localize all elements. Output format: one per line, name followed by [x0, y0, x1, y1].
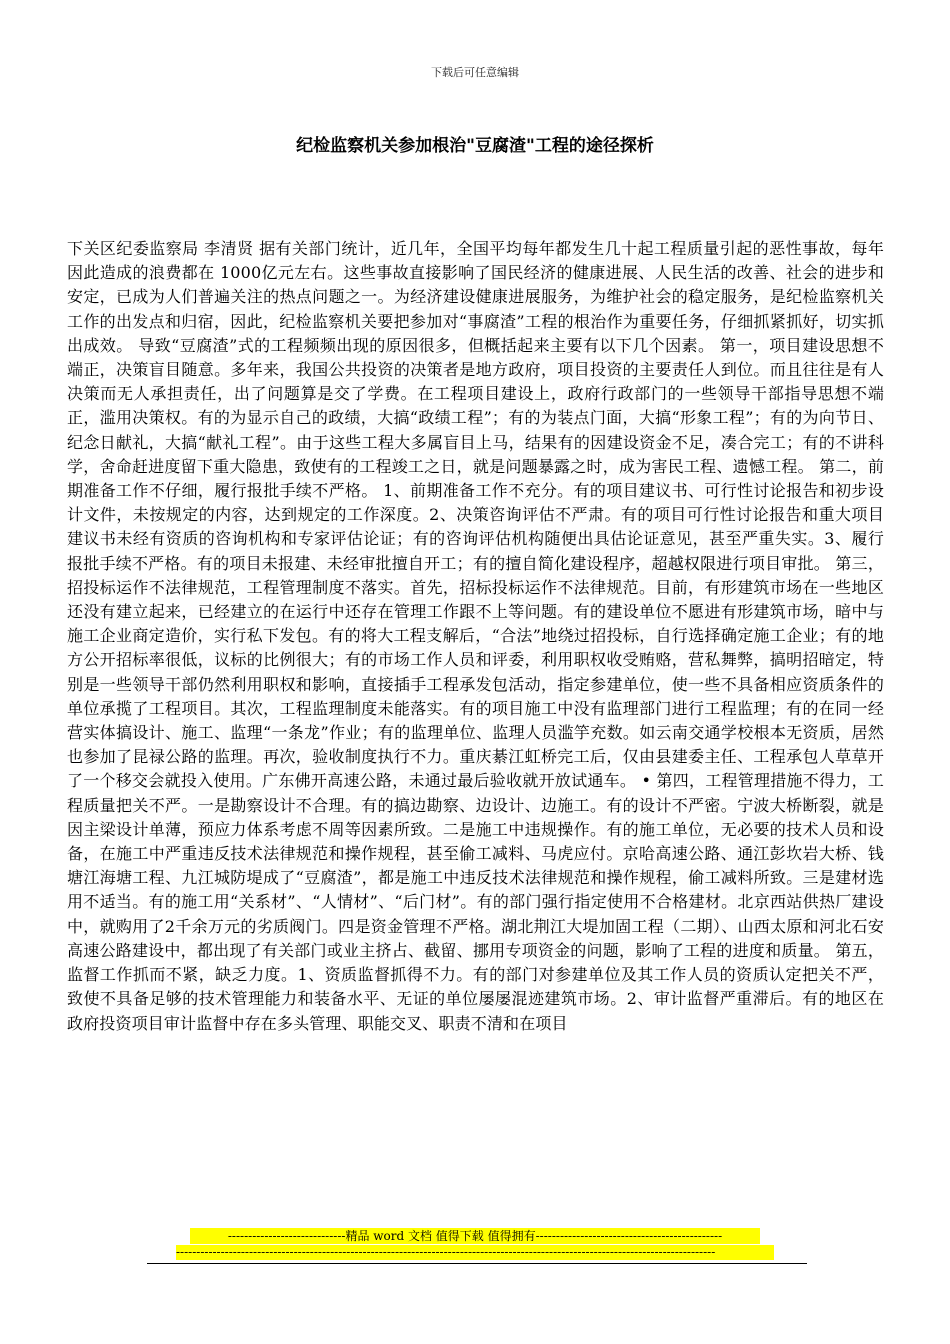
- document-title: 纪检监察机关参加根治"豆腐渣"工程的途径探析: [296, 136, 654, 156]
- footer-divider: [147, 1263, 807, 1264]
- page-header-note: 下载后可任意编辑: [431, 66, 519, 79]
- document-body: 下关区纪委监察局 李清贤 据有关部门统计，近几年，全国平均每年都发生几十起工程质量引起的恶性事故，每年因此造成的浪费都在 1000亿元左右。这些事故直接影响了国民经济的健康进展、人民生活的改善、社会的进步和安定，已成为人们普遍关注的热点问题之一。为经济建设健康进展服务，为维护社会的稳定服务，是纪检监察机关工作的出发点和归宿，因此，纪检监察机关要把参加对“事腐渣”工程的根治作为重要任务，仔细抓紧抓好，切实抓出成效。 导致“豆腐渣”式的工程频频出现的原因很多，但概括起来主要有以下几个因素。 第一，项目建设思想不端正，决策盲目随意。多年来，我国公共投资的决策者是地方政府，项目投资的主要责任人到位。而且往往是有人决策而无人承担责任，出了问题算是交了学费。在工程项目建设上，政府行政部门的一些领导干部指导思想不端正，滥用决策权。有的为显示自己的政绩，大搞“政绩工程”；有的为装点门面，大搞“形象工程”；有的为向节日、纪念日献礼，大搞“献礼工程”。由于这些工程大多属盲目上马，结果有的因建设资金不足，凑合完工；有的不讲科学，舍命赶进度留下重大隐患，致使有的工程竣工之日，就是问题暴露之时，成为害民工程、遗憾工程。 第二，前期准备工作不仔细，履行报批手续不严格。 1、前期准备工作不充分。有的项目建议书、可行性讨论报告和初步设计文件，未按规定的内容，达到规定的工作深度。2、决策咨询评估不严肃。有的项目可行性讨论报告和重大项目建议书未经有资质的咨询机构和专家评估论证；有的咨询评估机构随便出具估论证意见，甚至严重失实。3、履行报批手续不严格。有的项目未报建、未经审批擅自开工；有的擅自简化建设程序，超越权限进行项目审批。 第三，招投标运作不法律规范，工程管理制度不落实。首先，招标投标运作不法律规范。目前，有形建筑市场在一些地区还没有建立起来，已经建立的在运行中还存在管理工作跟不上等问题。有的建设单位不愿进有形建筑市场，暗中与施工企业商定造价，实行私下发包。有的将大工程支解后，“合法”地绕过招投标，自行选择确定施工企业；有的地方公开招标率很低，议标的比例很大；有的市场工作人员和评委，利用职权收受贿赂，营私舞弊，搞明招暗定，特别是一些领导干部仍然利用职权和影响，直接插手工程承发包活动，指定参建单位，使一些不具备相应资质条件的单位承揽了工程项目。其次，工程监理制度未能落实。有的项目施工中没有监理部门进行工程监理；有的在同一经营实体搞设计、施工、监理“一条龙”作业；有的监理单位、监理人员滥竽充数。如云南交通学校根本无资质，居然也参加了昆禄公路的监理。再次，验收制度执行不力。重庆綦江虹桥完工后，仅由县建委主任、工程承包人草草开了一个移交会就投入使用。广东佛开高速公路，未通过最后验收就开放试通车。 • 第四，工程管理措施不得力，工程质量把关不严。一是勘察设计不合理。有的搞边勘察、边设计、边施工。有的设计不严密。宁波大桥断裂，就是因主梁设计单薄，预应力体系考虑不周等因素所致。二是施工中违规操作。有的施工单位，无必要的技术人员和设备，在施工中严重违反技术法律规范和操作规程，甚至偷工减料、马虎应付。京哈高速公路、通江彭坎岩大桥、钱塘江海塘工程、九江城防堤成了“豆腐渣”，都是施工中违反技术法律规范和操作规程，偷工减料所致。三是建材选用不适当。有的施工用“关系材”、“人情材”、“后门材”。有的部门强行指定使用不合格建材。北京西站供热厂建设中，就购用了2千余万元的劣质阀门。四是资金管理不严格。湖北荆江大堤加固工程（二期）、山西太原和河北石安高速公路建设中，都出现了有关部门或业主挤占、截留、挪用专项资金的问题，影响了工程的进度和质量。 第五，监督工作抓而不紧，缺乏力度。1、资质监督抓得不力。有的部门对参建单位及其工作人员的资质认定把关不严，致使不具备足够的技术管理能力和装备水平、无证的单位屡屡混迹建筑市场。2、审计监督严重滞后。有的地区在政府投资项目审计监督中存在多头管理、职能交叉、职责不清和在项目: [67, 239, 884, 1033]
- footer-banner-line1: -----------------------------精品 word 文档 值得下载 值得拥有----------------------------------------------: [190, 1228, 760, 1244]
- footer-banner-line2: -------------------------------------------------------------------------------------------------------------------------------------: [176, 1245, 774, 1260]
